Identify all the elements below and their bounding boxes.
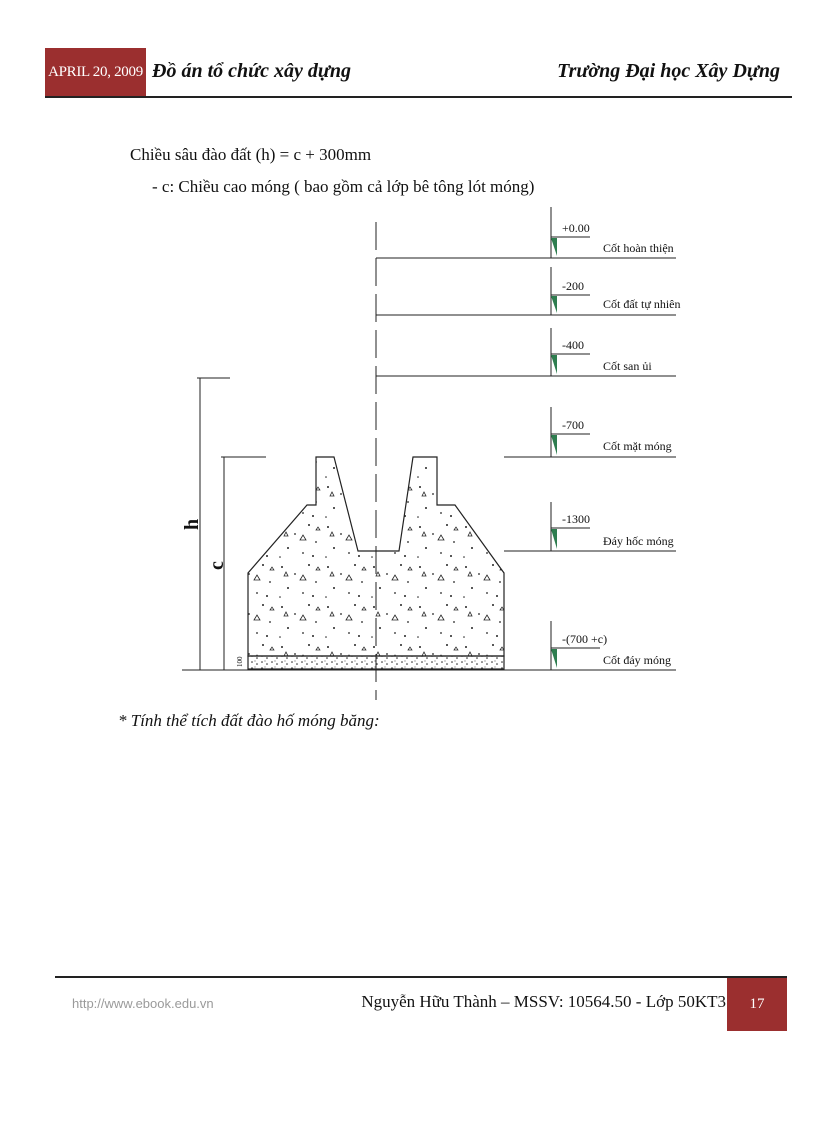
lining-layer	[248, 656, 504, 669]
c-definition: - c: Chiều cao móng ( bao gồm cả lớp bê tông lót móng)	[152, 177, 535, 196]
level-2	[376, 328, 676, 376]
level-label: Cốt hoàn thiện	[603, 241, 674, 255]
level-5	[551, 621, 671, 670]
volume-note: * Tính thể tích đất đào hố móng băng:	[118, 711, 380, 730]
level-marker-icon	[551, 649, 557, 668]
level-label: Cốt mặt móng	[603, 439, 672, 453]
footer-author: Nguyễn Hữu Thành – MSSV: 10564.50 - Lớp 50KT3	[361, 992, 726, 1011]
dim-c-label: c	[206, 561, 228, 570]
depth-formula: Chiều sâu đào đất (h) = c + 300mm	[130, 145, 372, 164]
lining-dim: 100	[236, 656, 244, 667]
level-value: -1300	[562, 512, 590, 526]
page-number: 17	[727, 978, 787, 1031]
level-3	[504, 407, 676, 457]
level-value: -(700 +c)	[562, 632, 608, 646]
level-marker-icon	[551, 296, 557, 313]
level-label: Cốt đáy móng	[603, 653, 671, 667]
header-title: Đồ án tổ chức xây dựng	[152, 60, 351, 82]
level-marker-icon	[551, 529, 557, 549]
level-0	[376, 207, 676, 258]
level-marker-icon	[551, 355, 557, 374]
header-date-badge: APRIL 20, 2009	[45, 48, 146, 97]
level-marker-icon	[551, 238, 557, 256]
level-1	[376, 267, 681, 315]
level-label: Cốt san ủi	[603, 359, 652, 373]
dim-h-label: h	[181, 518, 203, 530]
level-label: Đáy hốc móng	[603, 534, 674, 548]
level-value: -700	[562, 418, 584, 432]
level-marker-icon	[551, 435, 557, 455]
footer-divider	[55, 976, 787, 978]
header-school: Trường Đại học Xây Dựng	[557, 60, 780, 82]
level-value: +0.00	[562, 221, 590, 235]
level-label: Cốt đất tự nhiên	[603, 297, 681, 311]
footer-url[interactable]: http://www.ebook.edu.vn	[72, 996, 214, 1011]
level-value: -400	[562, 338, 584, 352]
level-value: -200	[562, 279, 584, 293]
level-4	[504, 502, 676, 551]
